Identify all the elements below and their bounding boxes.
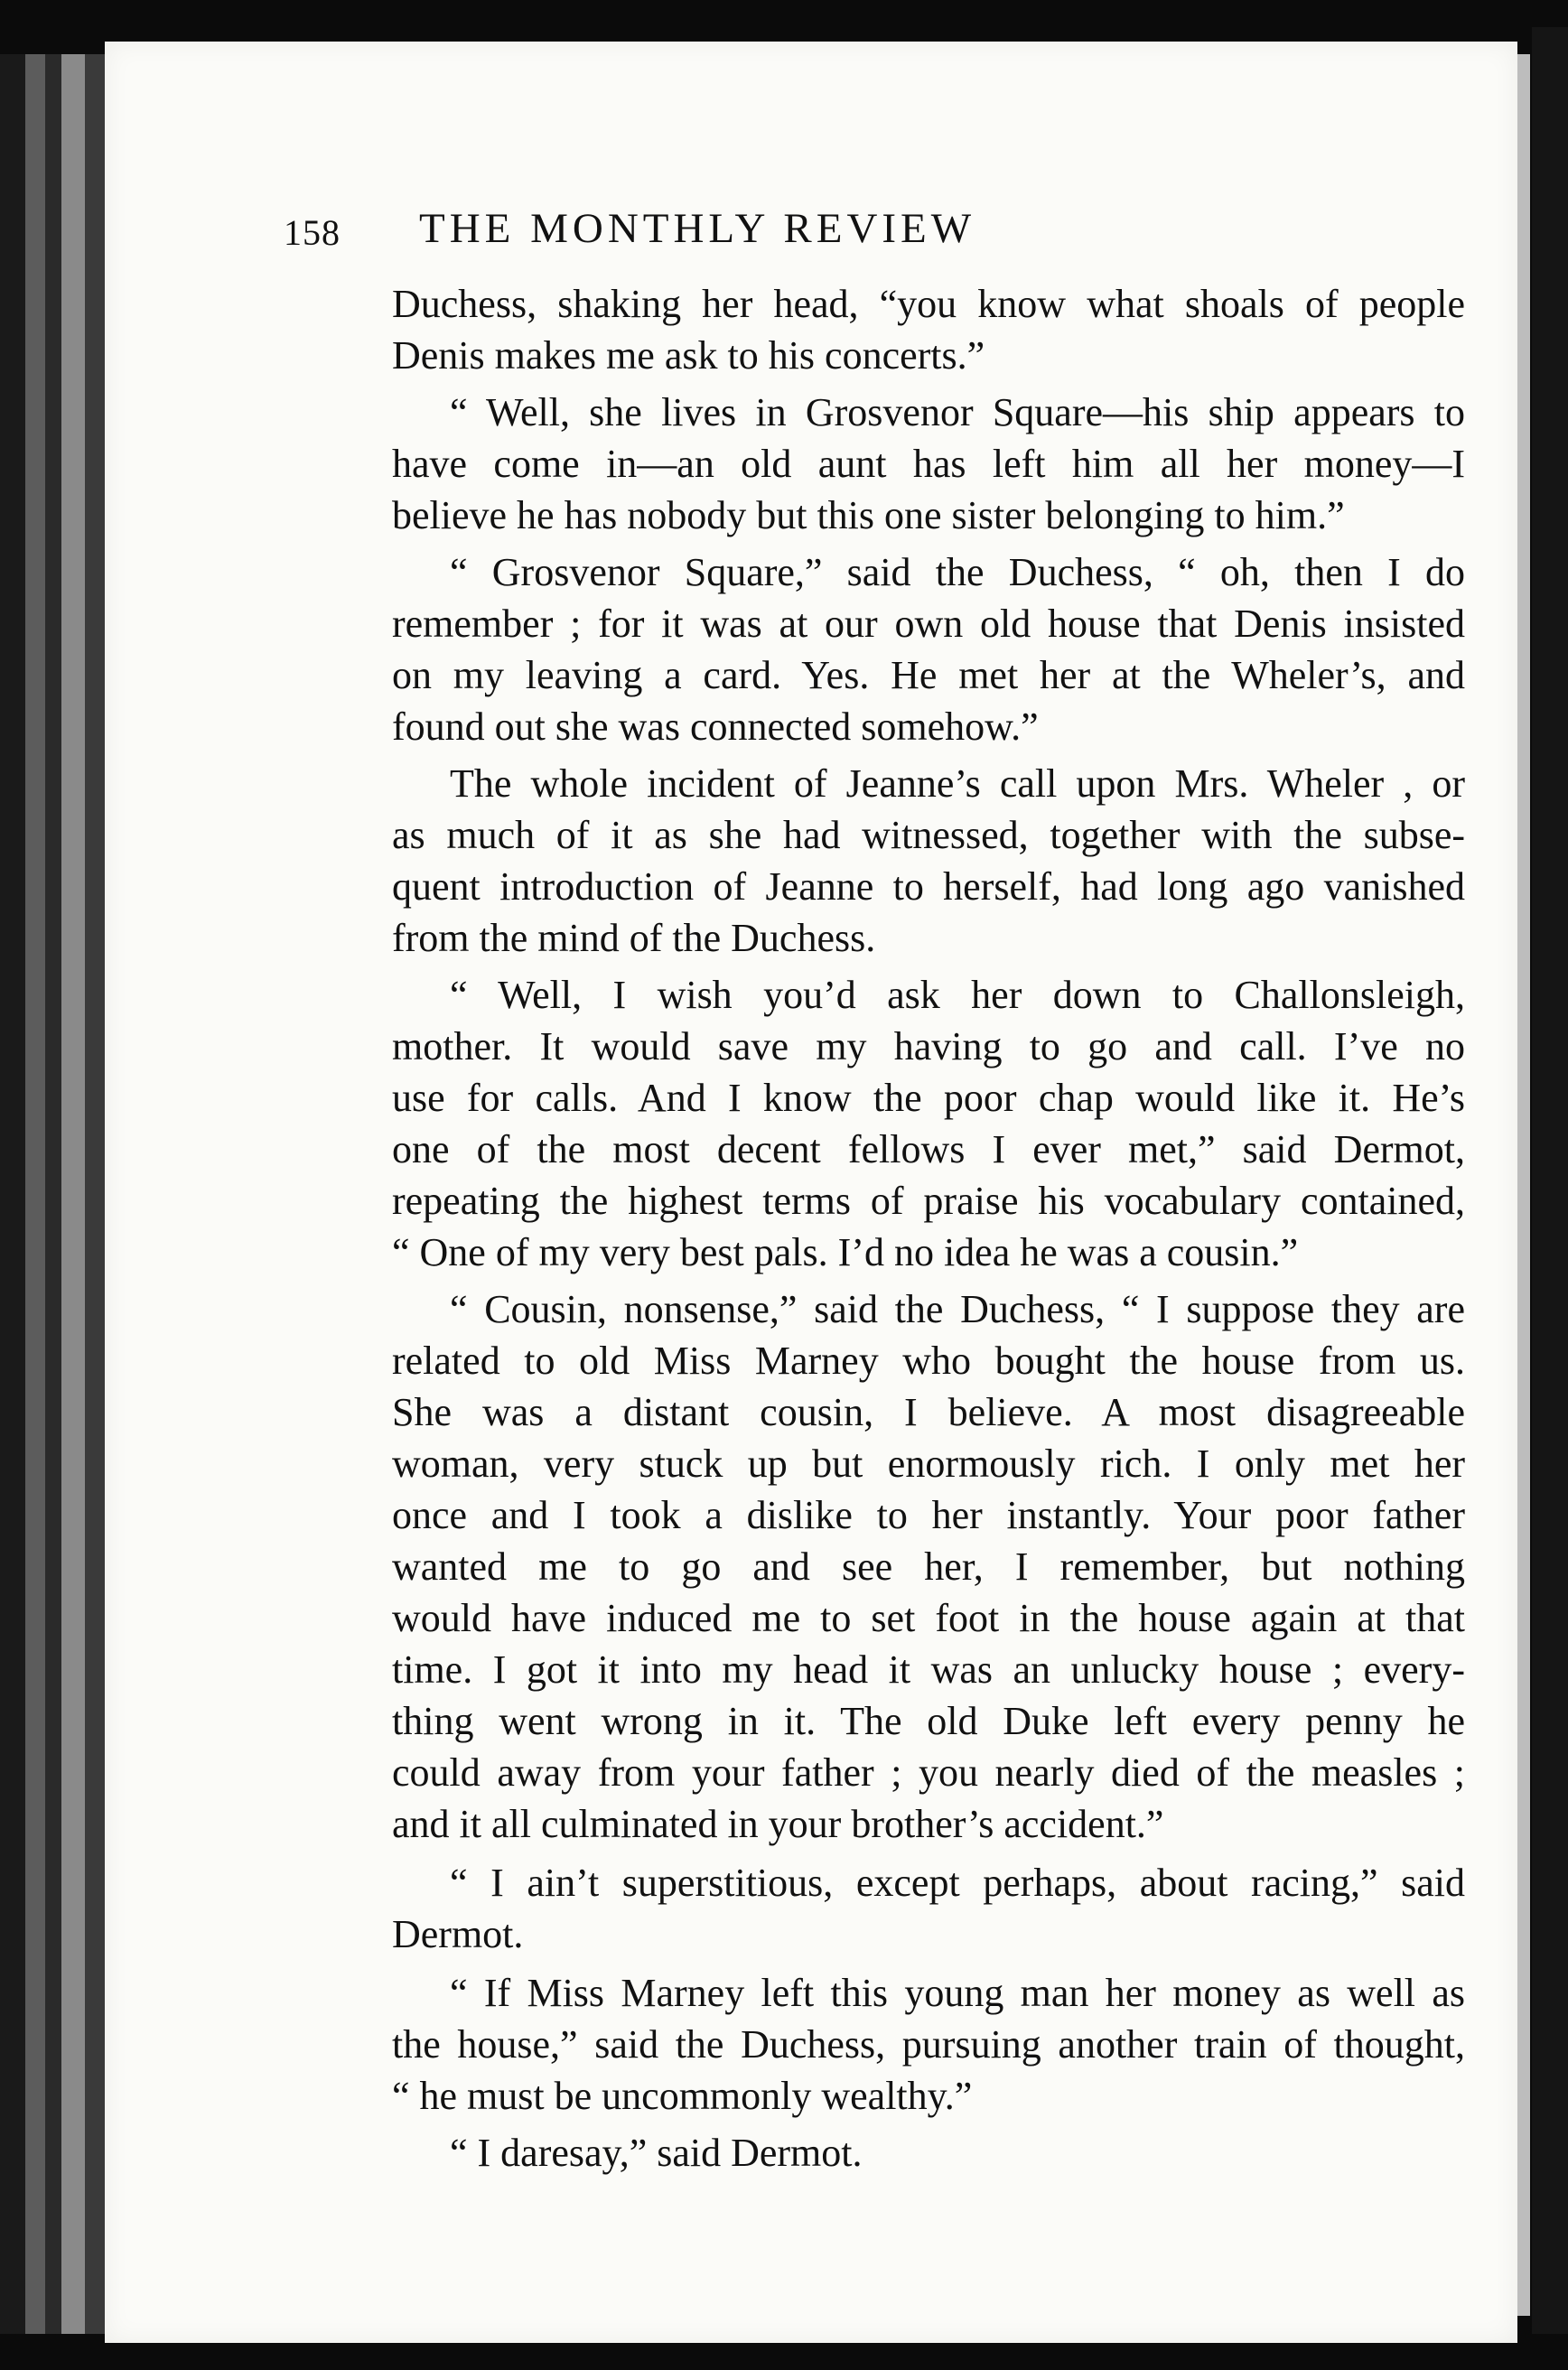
text-line: use for calls. And I know the poor chap would like it. He’s xyxy=(392,1076,1465,1120)
text-line: and it all culminated in your brother’s accident.” xyxy=(392,1802,1164,1846)
text-line: woman, very stuck up but enormously rich. I only met her xyxy=(392,1442,1465,1486)
text-line: on my leaving a card. Yes. He met her at the Wheler’s, and xyxy=(392,653,1465,697)
text-line: the house,” said the Duchess, pursuing another train of thought, xyxy=(392,2022,1465,2067)
running-title: THE MONTHLY REVIEW xyxy=(419,205,976,252)
text-line: “ he must be uncommonly wealthy.” xyxy=(392,2074,973,2118)
page-edge xyxy=(25,54,45,2334)
text-line: “ Cousin, nonsense,” said the Duchess, “ I suppose they are xyxy=(450,1287,1465,1331)
text-line: She was a distant cousin, I believe. A most disagreeable xyxy=(392,1390,1465,1434)
text-line: The whole incident of Jeanne’s call upon Mrs. Wheler , or xyxy=(450,761,1465,806)
page-number: 158 xyxy=(284,212,341,253)
fore-edge xyxy=(1532,27,1568,2334)
text-line: “ I ain’t superstitious, except perhaps, about racing,” said xyxy=(450,1861,1465,1905)
text-line: as much of it as she had witnessed, together with the subse- xyxy=(392,813,1465,857)
fore-edge-highlight xyxy=(1517,54,1530,2316)
text-line: remember ; for it was at our own old house that Denis insisted xyxy=(392,602,1465,646)
text-line: repeating the highest terms of praise his vocabulary contained, xyxy=(392,1179,1465,1223)
text-line: “ If Miss Marney left this young man her money as well as xyxy=(450,1971,1465,2015)
body-text xyxy=(392,278,1465,2179)
text-line: once and I took a dislike to her instantly. Your poor father xyxy=(392,1493,1465,1537)
text-line: quent introduction of Jeanne to herself, had long ago vanished xyxy=(392,864,1465,909)
text-line: “ I daresay,” said Dermot. xyxy=(450,2131,863,2175)
text-line: could away from your father ; you nearly died of the measles ; xyxy=(392,1750,1465,1795)
text-line: would have induced me to set foot in the house again at that xyxy=(392,1596,1465,1640)
running-header xyxy=(284,201,1214,264)
text-line: “ Grosvenor Square,” said the Duchess, “ oh, then I do xyxy=(450,550,1465,594)
text-line: Duchess, shaking her head, “you know what shoals of people xyxy=(392,282,1465,326)
text-line: thing went wrong in it. The old Duke left every penny he xyxy=(392,1699,1465,1743)
page-edge xyxy=(0,54,25,2334)
text-line: time. I got it into my head it was an unlucky house ; every- xyxy=(392,1647,1465,1692)
page-edge xyxy=(61,54,85,2334)
text-line: “ Well, I wish you’d ask her down to Challonsleigh, xyxy=(450,973,1465,1017)
text-line: related to old Miss Marney who bought the house from us. xyxy=(392,1339,1465,1383)
text-line: Dermot. xyxy=(392,1912,524,1956)
text-line: Denis makes me ask to his concerts.” xyxy=(392,333,985,378)
text-line: one of the most decent fellows I ever met,” said Dermot, xyxy=(392,1127,1465,1171)
text-line: wanted me to go and see her, I remember, but nothing xyxy=(392,1544,1465,1589)
text-line: “ One of my very best pals. I’d no idea he was a cousin.” xyxy=(392,1230,1299,1274)
text-line: mother. It would save my having to go and call. I’ve no xyxy=(392,1024,1465,1068)
text-line: “ Well, she lives in Grosvenor Square—his ship appears to xyxy=(450,390,1465,434)
text-line: found out she was connected somehow.” xyxy=(392,704,1039,749)
text-line: believe he has nobody but this one sister belonging to him.” xyxy=(392,493,1345,537)
text-line: from the mind of the Duchess. xyxy=(392,916,876,960)
page-edge xyxy=(45,54,61,2334)
text-line: have come in—an old aunt has left him all her money—I xyxy=(392,442,1465,486)
page-edge xyxy=(85,54,105,2334)
